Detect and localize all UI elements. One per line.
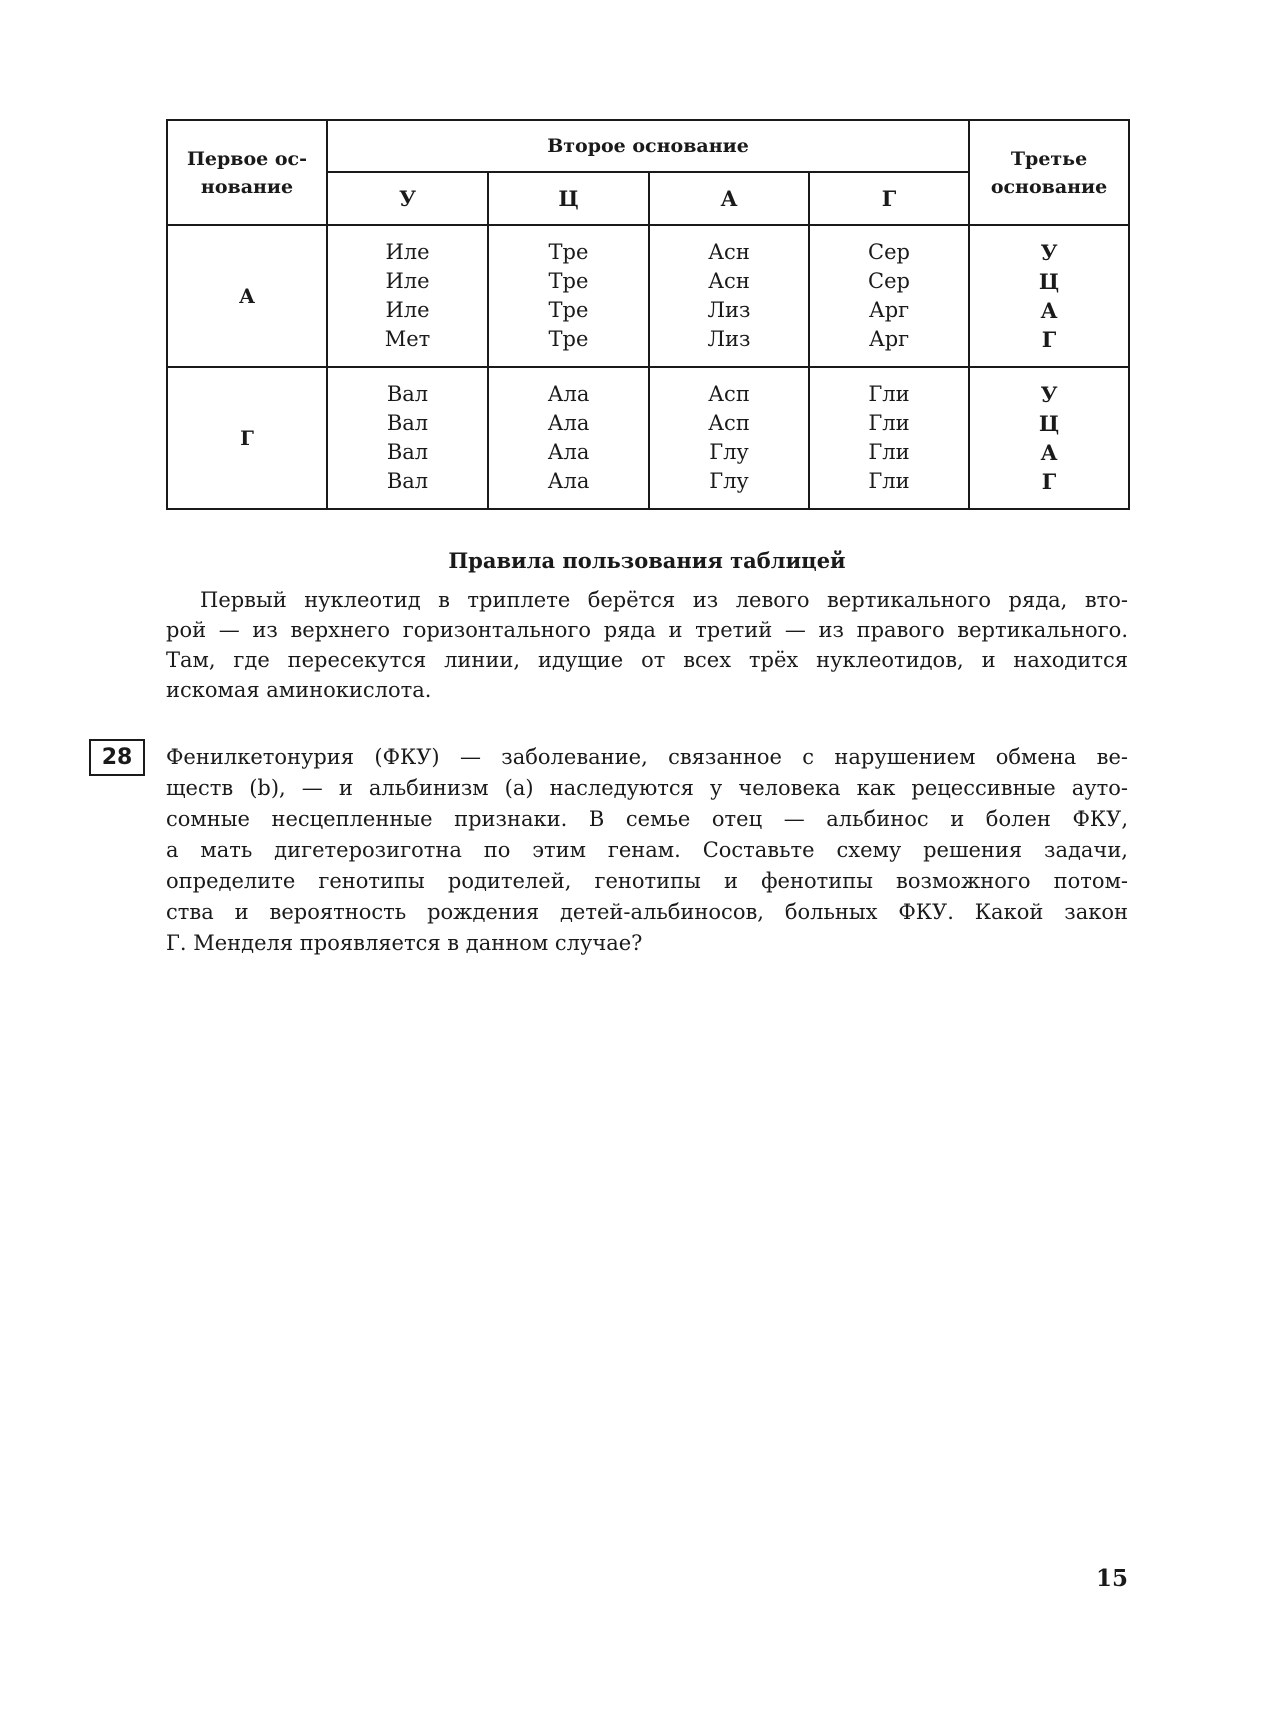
- task-line: сомные несцепленные признаки. В семье отец — альбинос и болен ФКУ,: [166, 807, 1128, 831]
- amino-acid: Тре: [548, 327, 589, 351]
- rules-line: рой — из верхнего горизонтального ряда и третий — из правого вертикального.: [166, 618, 1128, 642]
- second-base-column-header: У: [327, 172, 488, 225]
- table-row: [167, 225, 1129, 367]
- amino-acid: Арг: [868, 298, 910, 322]
- third-base: Ц: [1038, 269, 1060, 294]
- amino-acid: Сер: [868, 269, 910, 293]
- amino-acid: Иле: [385, 269, 430, 293]
- second-base-column-header: А: [649, 172, 809, 225]
- first-base-header-line1: Первое ос-: [186, 147, 308, 170]
- amino-acid: Мет: [384, 327, 431, 351]
- codon-cell: [649, 367, 809, 509]
- task-line: ства и вероятность рождения детей-альбиносов, больных ФКУ. Какой закон: [166, 900, 1128, 924]
- third-base: Г: [1041, 469, 1057, 494]
- page-number: 15: [1095, 1565, 1128, 1592]
- amino-acid: Лиз: [707, 298, 751, 322]
- task-number-badge: 28: [89, 739, 145, 776]
- second-base-column-header: Г: [809, 172, 969, 225]
- third-base: А: [1040, 298, 1058, 323]
- amino-acid: Асн: [708, 269, 750, 293]
- amino-acid: Лиз: [707, 327, 751, 351]
- amino-acid: Глу: [709, 469, 749, 493]
- amino-acid: Вал: [386, 469, 429, 493]
- amino-acid: Ала: [547, 382, 590, 406]
- rules-line: Там, где пересекутся линии, идущие от всех трёх нуклеотидов, и находится: [166, 648, 1128, 672]
- amino-acid: Асн: [708, 240, 750, 264]
- first-base-header: [167, 120, 327, 225]
- amino-acid: Вал: [386, 440, 429, 464]
- third-base-cell: [969, 367, 1129, 509]
- third-base: У: [1040, 382, 1058, 407]
- second-base-header: Второе основание: [327, 120, 969, 172]
- amino-acid: Ала: [547, 411, 590, 435]
- third-base: Г: [1041, 327, 1057, 352]
- task-line: Фенилкетонурия (ФКУ) — заболевание, связанное с нарушением обмена ве-: [166, 745, 1128, 769]
- codon-cell: [488, 225, 649, 367]
- codon-cell: [327, 367, 488, 509]
- third-base: Ц: [1038, 411, 1060, 436]
- table-row: [167, 367, 1129, 509]
- first-base-cell: Г: [167, 367, 327, 509]
- first-base-cell: А: [167, 225, 327, 367]
- amino-acid: Иле: [385, 298, 430, 322]
- amino-acid: Асп: [708, 411, 750, 435]
- third-base-header: [969, 120, 1129, 225]
- third-base: У: [1040, 240, 1058, 265]
- third-base-header-line2: основание: [990, 175, 1108, 198]
- second-base-column-header: Ц: [488, 172, 649, 225]
- amino-acid: Вал: [386, 411, 429, 435]
- rules-line: искомая аминокислота.: [166, 678, 432, 702]
- first-base-header-line2: нование: [200, 175, 294, 198]
- amino-acid: Сер: [868, 240, 910, 264]
- amino-acid: Тре: [548, 240, 589, 264]
- amino-acid: Тре: [548, 269, 589, 293]
- amino-acid: Асп: [708, 382, 750, 406]
- amino-acid: Тре: [548, 298, 589, 322]
- task-line: определите генотипы родителей, генотипы и фенотипы возможного потом-: [166, 869, 1128, 893]
- amino-acid: Ала: [547, 440, 590, 464]
- codon-cell: [649, 225, 809, 367]
- amino-acid: Гли: [868, 382, 910, 406]
- task-line: а мать дигетерозиготна по этим генам. Составьте схему решения задачи,: [166, 838, 1128, 862]
- third-base-header-line1: Третье: [1010, 147, 1088, 170]
- codon-cell: [809, 225, 969, 367]
- rules-title: Правила пользования таблицей: [448, 548, 846, 573]
- amino-acid: Ала: [547, 469, 590, 493]
- task-line: ществ (b), — и альбинизм (а) наследуются у человека как рецессивные ауто-: [166, 776, 1128, 800]
- codon-cell: [327, 225, 488, 367]
- third-base-cell: [969, 225, 1129, 367]
- amino-acid: Иле: [385, 240, 430, 264]
- task-line: Г. Менделя проявляется в данном случае?: [166, 931, 643, 955]
- third-base: А: [1040, 440, 1058, 465]
- task-text: [166, 742, 1128, 959]
- genetic-code-table: [166, 119, 1130, 510]
- amino-acid: Гли: [868, 469, 910, 493]
- amino-acid: Вал: [386, 382, 429, 406]
- amino-acid: Гли: [868, 411, 910, 435]
- amino-acid: Арг: [868, 327, 910, 351]
- amino-acid: Гли: [868, 440, 910, 464]
- rules-line: Первый нуклеотид в триплете берётся из левого вертикального ряда, вто-: [200, 588, 1128, 612]
- rules-paragraph: [166, 585, 1128, 705]
- amino-acid: Глу: [709, 440, 749, 464]
- codon-cell: [809, 367, 969, 509]
- codon-cell: [488, 367, 649, 509]
